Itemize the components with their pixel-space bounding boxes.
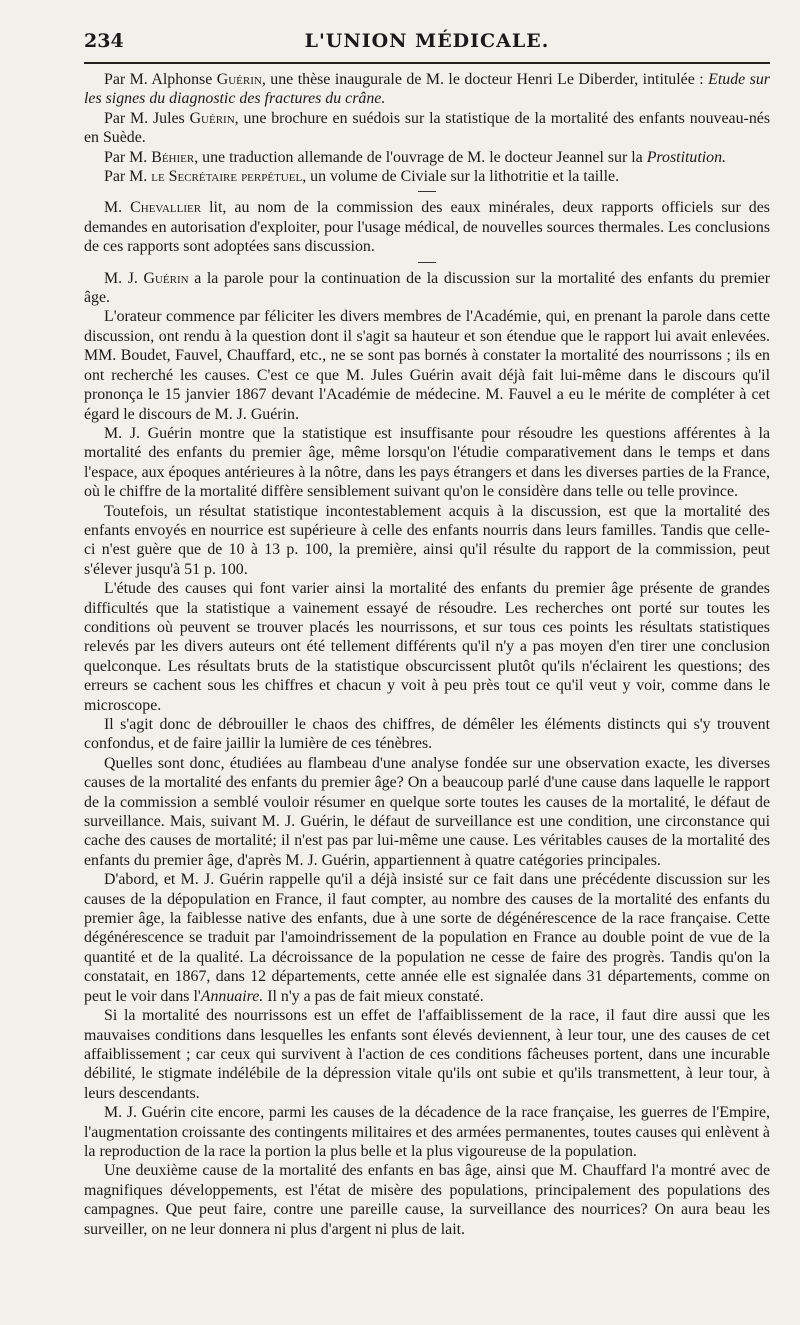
text-run: , une traduction allemande de l'ouvrage de M. le docteur Jeannel sur la	[194, 148, 647, 166]
author-name: Chevallier	[130, 199, 202, 217]
paragraph	[84, 870, 770, 1006]
paragraph: Il s'agit donc de débrouiller le chaos des chiffres, de démêler les éléments distincts qui s'y trouvent confondus, et de faire jaillir la lumière de ces ténèbres.	[84, 716, 770, 753]
text-run: M.	[104, 199, 131, 217]
work-title: Annuaire.	[200, 987, 264, 1005]
text-run: Il n'y a pas de fait mieux constaté.	[263, 987, 484, 1005]
paragraph: Quelles sont donc, étudiées au flambeau d'une analyse fondée sur une observation exacte, les diverses causes de la mortalité des enfants du premier âge? On a beaucoup parlé d'une cause dans laquelle le rapport de la commission a semblé vouloir résumer en quelque sorte toutes les causes de la mortalité, le défaut de surveillance. Mais, suivant M. J. Guérin, le défaut de surveillance est une condition, une circonstance qui cache des causes de mortalité; il n'est pas par lui-même une cause. Les véritables causes de la mortalité des enfants du premier âge, d'après M. J. Guérin, appartiennent à quatre catégories principales.	[84, 754, 770, 869]
author-name: le Secrétaire perpétuel	[151, 168, 303, 186]
text-run: , une thèse inaugurale de M. le docteur Henri Le Diberder, intitulée :	[261, 71, 709, 88]
paragraph	[84, 148, 770, 167]
text-run: M. J.	[104, 269, 144, 287]
paragraph	[84, 109, 770, 148]
author-name: Béhier	[151, 148, 195, 166]
paragraph: M. J. Guérin cite encore, parmi les causes de la décadence de la race française, les guerres de l'Empire, l'augmentation croissante des contingents militaires et des armées permanentes, toutes causes qui enlèvent à la reproduction de la race la portion la plus belle et la plus vigoureuse de la population.	[84, 1104, 770, 1160]
paragraph	[84, 70, 770, 109]
paragraph	[84, 269, 770, 308]
article-body	[84, 70, 770, 1239]
paragraph: L'orateur commence par féliciter les divers membres de l'Académie, qui, en prenant la parole dans cette discussion, ont rendu à la question dont il s'agit sa hauteur et son étendue que le rapport lui avait enlevées. MM. Boudet, Fauvel, Chauffard, etc., ne se sont pas bornés à constater la mortalité des nourrissons ; ils en ont recherché les causes. C'est ce que M. Jules Guérin avait déjà fait lui-même dans le discours qu'il prononça le 15 janvier 1867 devant l'Académie de médecine. M. Fauvel a eu le mérite de compléter à cet égard le discours de M. J. Guérin.	[84, 308, 770, 423]
text-run: Par M.	[104, 168, 152, 186]
paragraph: Toutefois, un résultat statistique incontestablement acquis à la discussion, est que la mortalité des enfants envoyés en nourrice est supérieure à celle des enfants nourris dans leurs familles. Tandis que celle-ci n'est guère que de 10 à 13 p. 100, la première, ainsi qu'il résulte du rapport de la commission, peut s'élever jusqu'à 51 p. 100.	[84, 502, 770, 578]
text-run: a la parole pour la continuation de la discussion sur la mortalité des enfants du premier âge.	[84, 269, 770, 307]
text-run: D'abord, et M. J. Guérin rappelle qu'il a déjà insisté sur ce fait dans une précédente discussion sur les causes de la dépopulation en France, il faut compter, au nombre des causes de la mortalité des enfants du premier âge, la faiblesse native des enfants, due à une sorte de dégénérescence de la race française. Cette dégénérescence se traduit par l'amoindrissement de la population en France au double point de vue de la quantité et de la qualité. La décroissance de la population ne cesse de faire des progrès. Tandis qu'on la constatait, en 1867, dans 12 départements, cette année elle est signalée dans 31 départements, comme on peut le voir dans l'	[84, 871, 770, 1005]
paragraph: M. J. Guérin montre que la statistique est insuffisante pour résoudre les questions afférentes à la mortalité des enfants du premier âge, même lorsqu'on l'étudie comparativement dans le temps et dans l'espace, aux époques antérieures à la nôtre, dans les pays étrangers et dans les diverses parties de la France, où le chiffre de la mortalité diffère sensiblement suivant qu'on le considère dans telle ou telle province.	[84, 424, 770, 501]
paragraph	[84, 167, 770, 186]
paragraph: Si la mortalité des nourrissons est un effet de l'affaiblissement de la race, il faut dire aussi que les mauvaises conditions dans lesquelles les enfants sont élevés deviennent, à leur tour, une des causes de cet affaiblissement ; car ceux qui survivent à l'action de ces conditions fâcheuses portent, dans une incurable débilité, le stigmate indélébile de la dépression vitale qu'ils ont subie et qu'ils transmettent, à leur tour, à leurs descendants.	[84, 1007, 770, 1102]
paragraph: Une deuxième cause de la mortalité des enfants en bas âge, ainsi que M. Chauffard l'a montré avec de magnifiques développements, est l'état de misère des populations, principalement des populations des campagnes. Que peut faire, contre une pareille cause, la surveillance des nourrices? On aura beau les surveiller, on ne leur donnera ni plus d'argent ni plus de lait.	[84, 1162, 770, 1238]
author-name: Guérin	[216, 71, 262, 88]
journal-title: L'UNION MÉDICALE.	[304, 30, 550, 52]
paragraph	[84, 198, 770, 256]
text-run: Par M. Alphonse	[104, 71, 217, 88]
text-run: , un volume de Civiale sur la lithotritie et la taille.	[302, 168, 620, 186]
author-name: Guérin	[189, 109, 235, 127]
work-title: Etude sur les signes du diagnostic des fractures du crâne.	[84, 71, 770, 108]
work-title: Prostitution.	[646, 148, 727, 166]
paragraph: L'étude des causes qui font varier ainsi la mortalité des enfants du premier âge présente de grandes difficultés que la statistique a vainement essayé de résoudre. Les recherches ont porté sur toutes les conditions où peuvent se trouver placés les nourrissons, et sur tous ces points les résultats statistiques relevés par les divers auteurs ont été tellement différents qu'il n'y a pas moyen d'en tirer une conclusion quelconque. Les résultats bruts de la statistique obscurcissent plutôt qu'ils n'éclairent les questions; des erreurs se cachent sous les chiffres et chacun y voit à peu près tout ce qu'il veut y voir, comme dans le microscope.	[84, 580, 770, 714]
page-header	[84, 0, 770, 64]
text-run: , une brochure en suédois sur la statistique de la mortalité des enfants nouveau-nés en Suède.	[84, 109, 771, 147]
section-divider	[418, 262, 436, 263]
author-name: Guérin	[143, 269, 189, 287]
section-divider	[418, 191, 436, 192]
page-number: 234	[84, 30, 124, 52]
text-run: Par M. Jules	[104, 109, 190, 127]
text-run: Par M.	[104, 148, 152, 166]
text-run: lit, au nom de la commission des eaux minérales, deux rapports officiels sur des demandes en autorisation d'exploiter, pour l'usage médical, de nouvelles sources thermales. Les conclusions de ces rapports sont adoptées sans discussion.	[84, 199, 770, 256]
